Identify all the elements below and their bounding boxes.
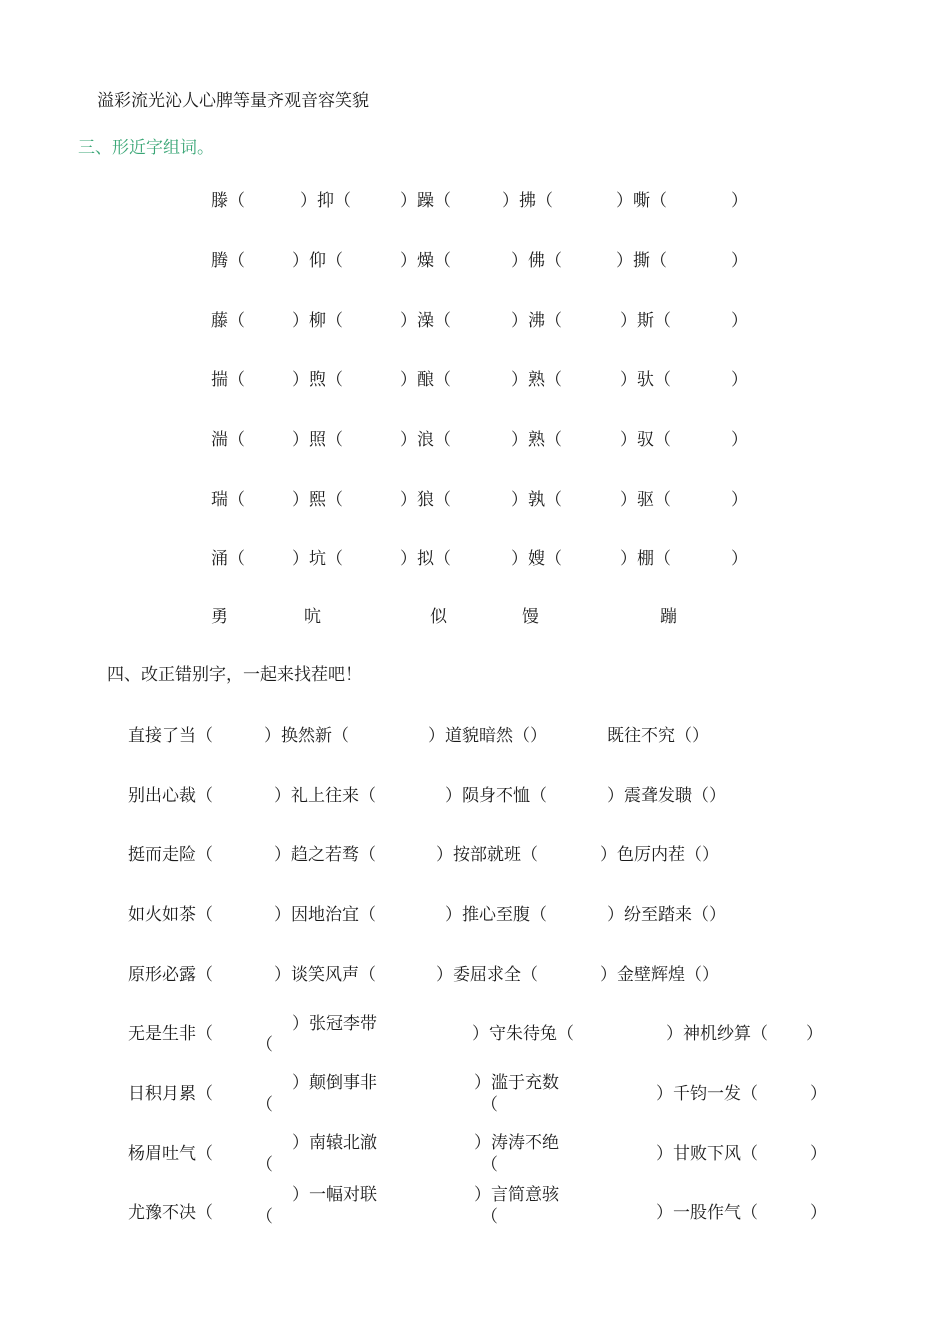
table-cell: ）棚（ [620,549,671,569]
list-item: ）趋之若骛（ [274,845,376,865]
table-cell: ）沸（ [511,311,562,331]
table-cell: 勇 [211,607,228,627]
table-cell: ）嘶（ [616,191,667,211]
list-item: ） [806,1024,823,1044]
table-cell: ） [731,370,748,390]
table-cell: ）煦（ [292,370,343,390]
list-item: 尤豫不决（ [128,1203,213,1223]
table-cell: ）驮（ [620,370,671,390]
table-cell: ）柳（ [292,311,343,331]
table-cell: ）浪（ [400,430,451,450]
table-cell: ）照（ [292,430,343,450]
table-cell: ） [731,251,748,271]
list-item: 原形必露（ [128,965,213,985]
section-3-title: 三、形近字组词。 [78,138,214,158]
table-cell: ）拟（ [400,549,451,569]
table-cell: 涌（ [211,549,245,569]
table-cell: ） [731,191,748,211]
table-cell: 似 [430,607,447,627]
list-item: （ [256,1035,273,1055]
list-item: ）震聋发聩（） [607,786,726,806]
table-cell: ）坑（ [292,549,343,569]
list-item: ）换然新（ [264,726,349,746]
list-item: ）颠倒事非 [292,1073,377,1093]
table-cell: 瑞（ [211,490,245,510]
list-item: ）推心至腹（ [445,905,547,925]
table-cell: 藤（ [211,311,245,331]
list-item: （ [256,1155,273,1175]
table-cell: ）抑（ [300,191,351,211]
table-cell: ）孰（ [511,490,562,510]
table-cell: 揣（ [211,370,245,390]
list-item: 无是生非（ [128,1024,213,1044]
table-cell: ）狼（ [400,490,451,510]
table-cell: ）拂（ [502,191,553,211]
table-cell: ）佛（ [511,251,562,271]
list-item: ）委屈求全（ [436,965,538,985]
table-cell: ）斯（ [620,311,671,331]
list-item: ）张冠李带 [292,1014,377,1034]
table-cell: ）酿（ [400,370,451,390]
list-item: 日积月累（ [128,1084,213,1104]
list-item: 如火如茶（ [128,905,213,925]
list-item: ）按部就班（ [436,845,538,865]
table-cell: 腾（ [211,251,245,271]
list-item: （ [256,1095,273,1115]
table-cell: ）驭（ [620,430,671,450]
list-item: ）一股作气（ [656,1203,758,1223]
list-item: （ [481,1155,498,1175]
list-item: ）涛涛不绝 [474,1133,559,1153]
table-cell: ） [731,430,748,450]
table-cell: 湍（ [211,430,245,450]
table-cell: 蹦 [660,607,677,627]
list-item: （ [481,1207,498,1227]
list-item: ）滥于充数 [474,1073,559,1093]
list-item: （ [256,1207,273,1227]
list-item: 既往不究（） [607,726,709,746]
table-cell: ）嫂（ [511,549,562,569]
table-cell: ）燥（ [400,251,451,271]
section-4-title: 四、改正错别字，一起来找茬吧！ [107,665,362,685]
list-item: ）色厉内茬（） [600,845,719,865]
list-item: ）一幅对联 [292,1185,377,1205]
table-cell: ） [731,490,748,510]
table-cell: 馒 [522,607,539,627]
table-cell: 滕（ [211,191,245,211]
list-item: ）甘败下风（ [656,1144,758,1164]
list-item: 别出心裁（ [128,786,213,806]
list-item: ）守朱待兔（ [472,1024,574,1044]
list-item: （ [481,1095,498,1115]
list-item: 杨眉吐气（ [128,1144,213,1164]
list-item: 挺而走险（ [128,845,213,865]
table-cell: ）熟（ [511,370,562,390]
list-item: ） [810,1203,827,1223]
table-cell: ）驱（ [620,490,671,510]
list-item: ）谈笑风声（ [274,965,376,985]
table-cell: ）熟（ [511,430,562,450]
list-item: ）礼上往来（ [274,786,376,806]
list-item: ）道貌暗然（） [428,726,547,746]
table-cell: ）躁（ [400,191,451,211]
table-cell: ）仰（ [292,251,343,271]
list-item: ） [810,1084,827,1104]
list-item: ）纷至踏来（） [607,905,726,925]
list-item: 直接了当（ [128,726,213,746]
list-item: ）金壁辉煌（） [600,965,719,985]
table-cell: ） [731,549,748,569]
table-cell: 吭 [304,607,321,627]
table-cell: ）撕（ [616,251,667,271]
table-cell: ）熙（ [292,490,343,510]
table-cell: ）澡（ [400,311,451,331]
list-item: ） [810,1144,827,1164]
list-item: ）南辕北澈 [292,1133,377,1153]
list-item: ）千钧一发（ [656,1084,758,1104]
list-item: ）神机纱算（ [666,1024,768,1044]
list-item: ）因地治宜（ [274,905,376,925]
table-cell: ） [731,311,748,331]
list-item: ）言简意骇 [474,1185,559,1205]
list-item: ）陨身不恤（ [445,786,547,806]
top-word-line: 溢彩流光沁人心脾等量齐观音容笑貌 [97,91,369,111]
